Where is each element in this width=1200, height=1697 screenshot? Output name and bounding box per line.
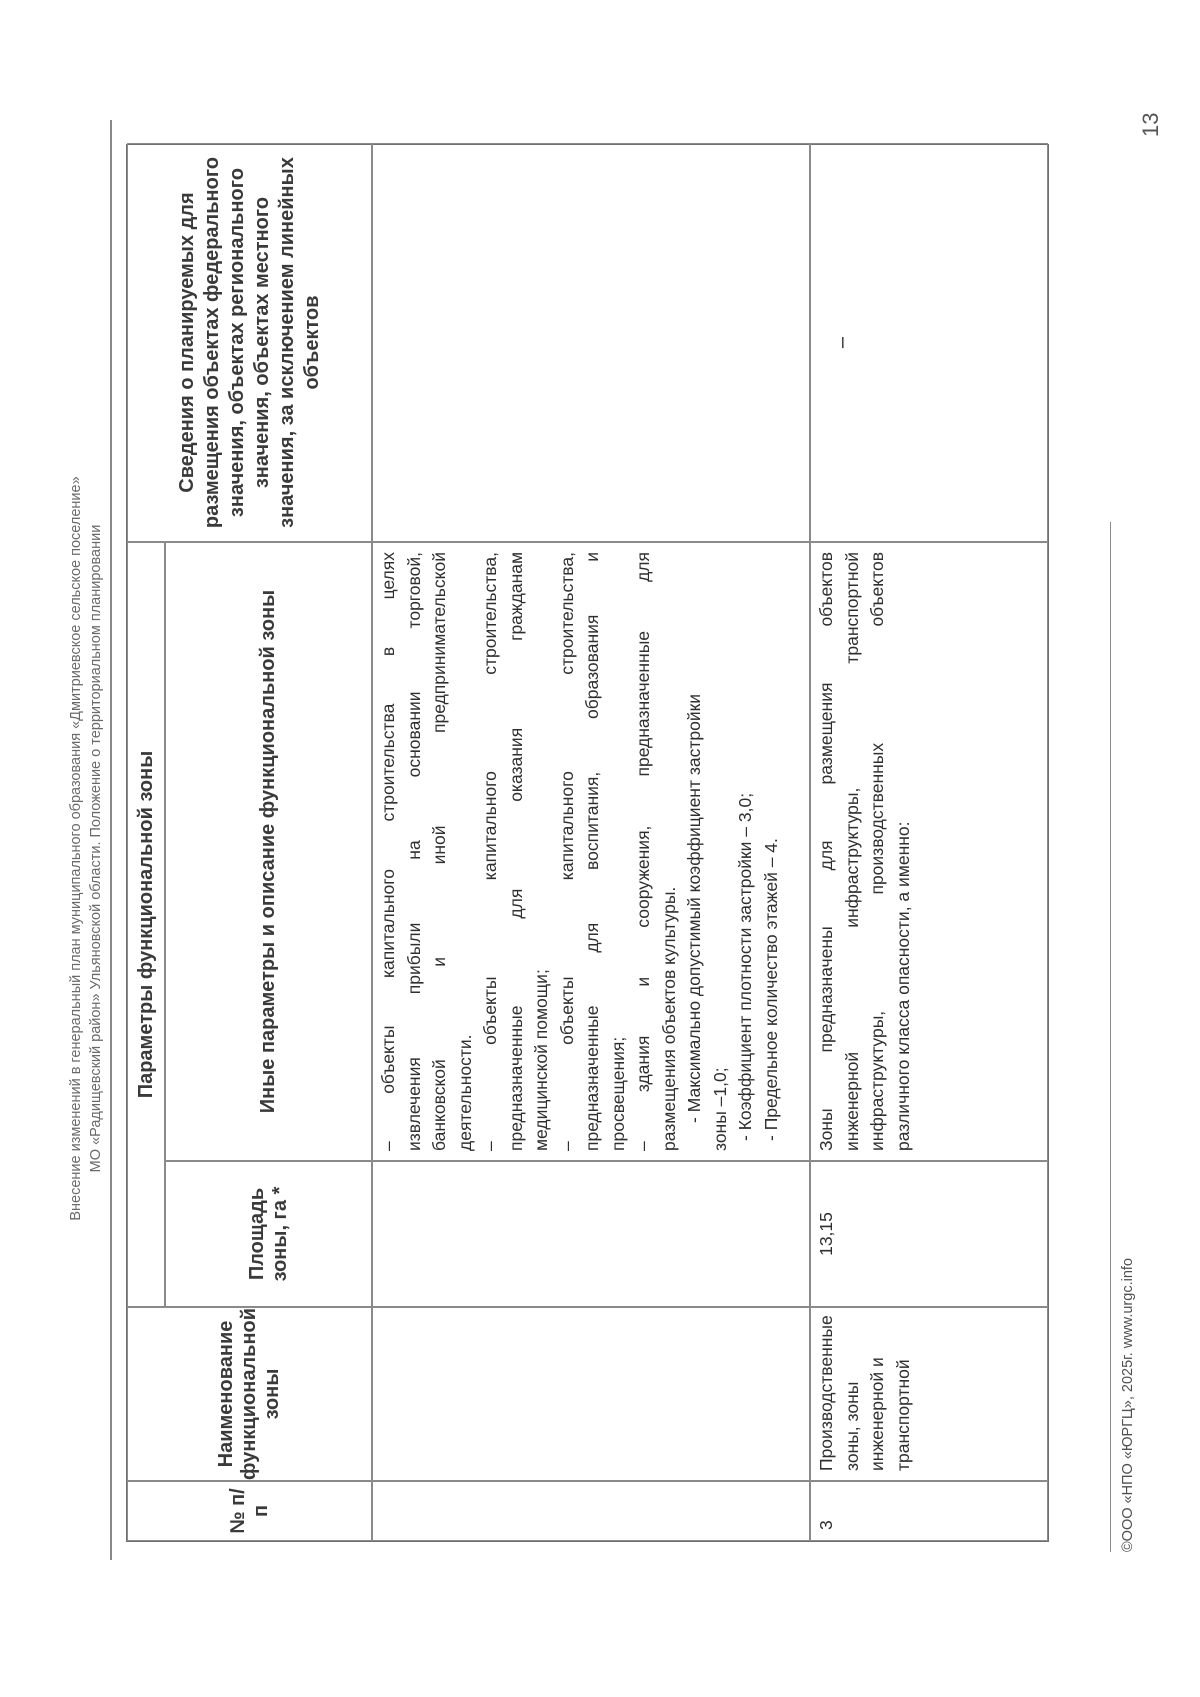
- row3-planned: –: [810, 143, 1048, 542]
- row3-area: 13,15: [810, 1161, 1048, 1307]
- footer-copyright: ©ООО «НПО «ЮРГЦ», 2025г. www.urgc.info: [1120, 1258, 1136, 1552]
- desc-line: Зоны предназначены для размещения объектов: [816, 552, 836, 1151]
- desc-line: - Коэффициент плотности застройки – 3,0;: [735, 792, 755, 1141]
- desc-line: инфраструктуры, производственных объектов: [867, 552, 887, 1151]
- desc-line: - Предельное количество этажей – 4.: [760, 838, 781, 1141]
- header-params-group: Параметры функциональной зоны: [127, 542, 165, 1307]
- zones-table: [126, 144, 1049, 1542]
- desc-line: зоны –1,0;: [709, 1067, 730, 1151]
- desc-line: - Максимально допустимый коэффициент застройки: [684, 693, 704, 1123]
- desc-line: просвещения;: [607, 1036, 628, 1151]
- header-zone-name: Наименование функциональной зоны: [127, 1307, 372, 1481]
- header-divider: [110, 120, 112, 1560]
- header-planned-objects: Сведения о планируемых для размещения объектах федерального значения, объектах регионального значения, объектах местного значения, за исключением линейных объектов: [127, 143, 372, 542]
- desc-line: извлечения прибыли на основании торговой,: [403, 552, 424, 1151]
- row-continued-name: [372, 1307, 810, 1481]
- desc-line: деятельности.: [454, 1034, 475, 1151]
- footer-divider: [1110, 522, 1111, 1552]
- zone-name-line: Производственные: [816, 1315, 836, 1471]
- header-area: Площадь зоны, га *: [165, 1161, 372, 1307]
- row3-zone-name: [810, 1307, 1048, 1481]
- desc-line: – объекты капитального строительства,: [556, 552, 577, 1151]
- zone-name-line: зоны, зоны: [841, 1381, 862, 1471]
- desc-line: – здания и сооружения, предназначенные для: [633, 552, 653, 1151]
- desc-line: – объекты капитального строительства,: [480, 552, 500, 1151]
- header-other-params: Иные параметры и описание функциональной зоны: [165, 542, 372, 1161]
- zone-name-line: транспортной: [892, 1359, 913, 1471]
- document-header-line-2: МО «Радищевский район» Ульяновской области. Положение о территориальном планировании: [88, 524, 104, 1173]
- row-continued-area: [372, 1161, 810, 1307]
- desc-line: предназначенные для воспитания, образования и: [582, 552, 602, 1151]
- desc-line: – объекты капитального строительства в целях: [378, 552, 398, 1151]
- desc-line: размещения объектов культуры.: [658, 886, 679, 1151]
- row-continued-description: [372, 542, 810, 1161]
- desc-line: различного класса опасности, а именно:: [892, 821, 913, 1151]
- row-continued-planned: [372, 143, 810, 542]
- page-number: 13: [1138, 112, 1163, 137]
- row3-number: 3: [810, 1481, 1048, 1541]
- desc-line: медицинской помощи;: [531, 969, 551, 1151]
- zone-name-line: инженерной и: [867, 1357, 887, 1471]
- desc-line: инженерной инфраструктуры, транспортной: [841, 552, 862, 1151]
- desc-line: предназначенные для оказания гражданам: [505, 552, 526, 1151]
- row-continued-number: [372, 1481, 810, 1541]
- row3-description: [810, 542, 1048, 1161]
- desc-line: банковской и иной предпринимательской: [429, 552, 449, 1151]
- document-header-line-1: Внесение изменений в генеральный план муниципального образования «Дмитриевское сельское поселение»: [68, 476, 84, 1221]
- header-number: № п/п: [127, 1481, 372, 1541]
